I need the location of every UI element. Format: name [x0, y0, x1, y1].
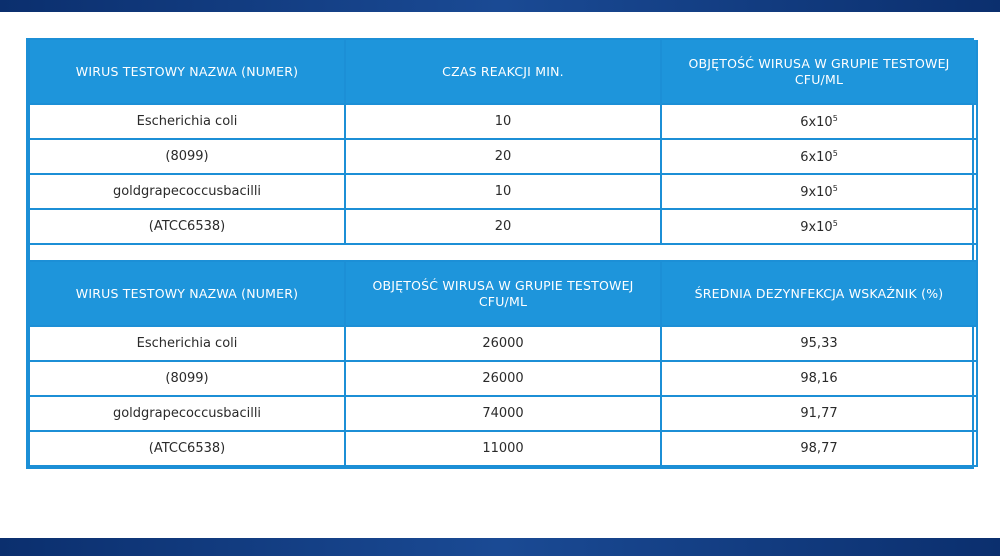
cell-volume — [661, 174, 977, 209]
volume-exponent: 5 — [832, 113, 838, 123]
cell-time: 20 — [345, 209, 661, 244]
cell-time: 10 — [345, 104, 661, 139]
bottom-banner — [0, 538, 1000, 556]
cell-name: goldgrapecoccusbacilli — [29, 174, 345, 209]
cell-volume — [661, 104, 977, 139]
cell-rate: 91,77 — [661, 396, 977, 431]
table-row — [29, 431, 977, 466]
top-banner — [0, 0, 1000, 12]
table-row — [29, 396, 977, 431]
cell-rate: 98,16 — [661, 361, 977, 396]
table2-header-name: WIRUS TESTOWY NAZWA (NUMER) — [29, 261, 345, 326]
cell-rate: 98,77 — [661, 431, 977, 466]
table-row — [29, 209, 977, 244]
cell-name: (ATCC6538) — [29, 431, 345, 466]
volume-base: 6x10 — [800, 149, 833, 165]
table2-header-row — [29, 261, 977, 326]
table-row — [29, 361, 977, 396]
volume-base: 6x10 — [800, 114, 833, 130]
volume-base: 9x10 — [800, 219, 833, 235]
cell-rate: 95,33 — [661, 326, 977, 361]
cell-time: 10 — [345, 174, 661, 209]
disinfection-table — [26, 38, 974, 469]
table2-header-volume: OBJĘTOŚĆ WIRUSA W GRUPIE TESTOWEJ CFU/ML — [345, 261, 661, 326]
cell-volume: 26000 — [345, 326, 661, 361]
cell-name: (ATCC6538) — [29, 209, 345, 244]
table1-header-name: WIRUS TESTOWY NAZWA (NUMER) — [29, 40, 345, 104]
table-row — [29, 174, 977, 209]
cell-name: goldgrapecoccusbacilli — [29, 396, 345, 431]
table1-header-row — [29, 40, 977, 104]
cell-name: (8099) — [29, 361, 345, 396]
volume-exponent: 5 — [832, 183, 838, 193]
cell-volume — [661, 139, 977, 174]
table1-header-volume: OBJĘTOŚĆ WIRUSA W GRUPIE TESTOWEJ CFU/ML — [661, 40, 977, 104]
cell-name: (8099) — [29, 139, 345, 174]
volume-exponent: 5 — [832, 218, 838, 228]
cell-time: 20 — [345, 139, 661, 174]
cell-name: Escherichia coli — [29, 326, 345, 361]
cell-name: Escherichia coli — [29, 104, 345, 139]
volume-exponent: 5 — [832, 148, 838, 158]
table-spacer — [29, 244, 977, 261]
cell-volume: 26000 — [345, 361, 661, 396]
table2-header-rate: ŚREDNIA DEZYNFEKCJA WSKAŹNIK (%) — [661, 261, 977, 326]
table-row — [29, 326, 977, 361]
cell-volume: 74000 — [345, 396, 661, 431]
cell-volume: 11000 — [345, 431, 661, 466]
cell-volume — [661, 209, 977, 244]
table1-header-time: CZAS REAKCJI MIN. — [345, 40, 661, 104]
table-row — [29, 139, 977, 174]
table-row — [29, 104, 977, 139]
volume-base: 9x10 — [800, 184, 833, 200]
